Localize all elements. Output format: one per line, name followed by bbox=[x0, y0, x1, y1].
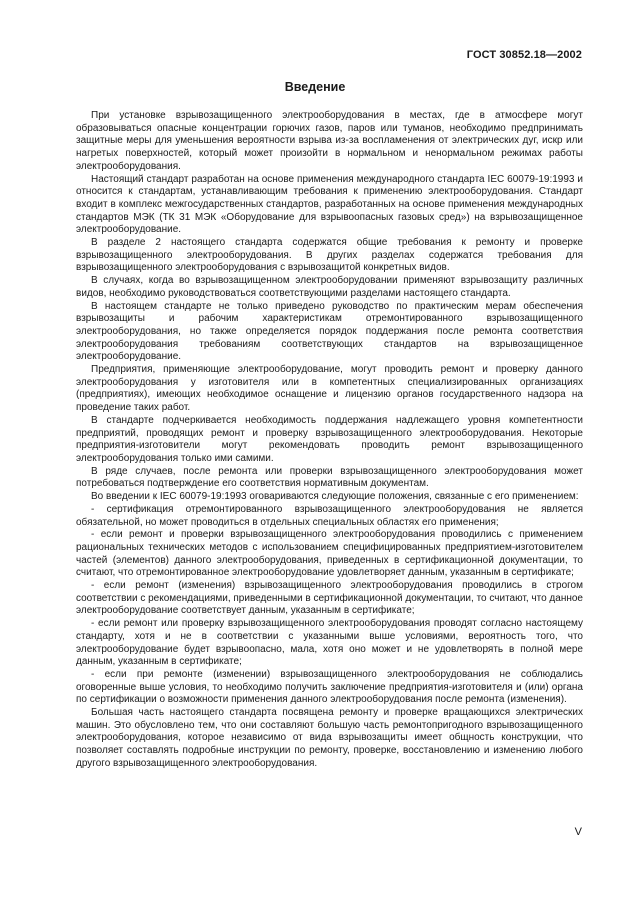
list-item: - если ремонт и проверки взрывозащищенного электрооборудования проводились с применением рациональных технических методов с использованием специфицированных предприятием-изготовителем частей (элементов) данного электрооборудования, приведенных в сертификационной документации, то считают, что отремонтированное электрооборудование удовлетворяет данным, указанным в сертификате; bbox=[76, 529, 583, 579]
list-item: - если ремонт (изменения) взрывозащищенного электрооборудования проводились в строгом соответствии с рекомендациями, приведенными в сертификационной документации, то считают, что данное электрооборудование соответствует данным, указанным в сертификате; bbox=[76, 580, 583, 617]
section-title: Введение bbox=[284, 80, 346, 94]
paragraph: В настоящем стандарте не только приведено руководство по практическим мерам обеспечения взрывозащиты и рабочим характеристикам отремонтированного взрывозащищенного электрооборудования, но также определяется порядок поддержания после ремонта соответствия электрооборудования требованиям соответствующих стандартов на взрывозащищенное электрооборудование. bbox=[76, 300, 583, 363]
paragraph: Большая часть настоящего стандарта посвящена ремонту и проверке вращающихся электрических машин. Это обусловлено тем, что они составляют большую часть ремонтопригодного взрывозащищенного электрооборудования, которое независимо от вида взрывозащиты имеет общность конструкции, что позволяет составлять подробные инструкции по ремонту, проверке, восстановлению и изменению любого другого взрывозащищенного электрооборудования. bbox=[76, 707, 583, 769]
paragraph: Настоящий стандарт разработан на основе применения международного стандарта IEC 60079-19:1993 и относится к стандартам, устанавливающим требования к применению электрооборудования. Стандарт входит в комплекс межгосударственных стандартов, разработанных на основе применения международных стандартов МЭК (ТК 31 МЭК «Оборудование для взрывоопасных газовых сред») на взрывозащищенное электрооборудование. bbox=[76, 173, 583, 236]
paragraph: В случаях, когда во взрывозащищенном электрооборудовании применяют взрывозащиту различных видов, необходимо руководствоваться соответствующими разделами настоящего стандарта. bbox=[76, 275, 583, 299]
list-item: - сертификация отремонтированного взрывозащищенного электрооборудования не является обязательной, но может проводиться в отдельных специальных областях его применения; bbox=[76, 503, 583, 528]
paragraph: При установке взрывозащищенного электрооборудования в местах, где в атмосфере могут образовываться опасные концентрации горючих газов, паров или туманов, необходимо предпринимать защитные меры для уменьшения вероятности взрыва из-за воспламенения от электрических дуг, искр или нагретых поверхностей, который может произойти в нормальном и ненормальном режимах работы электрооборудования. bbox=[76, 110, 583, 172]
paragraph: Во введении к IEC 60079-19:1993 оговариваются следующие положения, связанные с его применением: bbox=[91, 491, 579, 503]
list-item: - если ремонт или проверку взрывозащищенного электрооборудования проводят согласно настоящему стандарту, хотя и не в соответствии с указанными выше условиями, вероятность того, что электрооборудование будет взрывоопасно, мала, хотя оно может и не удовлетворять в полной мере данным, указанным в сертификате; bbox=[76, 618, 583, 668]
paragraph: Предприятия, применяющие электрооборудование, могут проводить ремонт и проверку данного электрооборудования у изготовителя или в компетентных специализированных организациях (предприятиях), имеющих необходимое оснащение и лицензию органов государственного надзора на проведение таких работ. bbox=[76, 364, 583, 414]
paragraph: В разделе 2 настоящего стандарта содержатся общие требования к ремонту и проверке взрывозащищенного электрооборудования. В других разделах содержатся требования для взрывозащищенного электрооборудования с взрывозащитой конкретных видов. bbox=[76, 237, 583, 274]
paragraph: В ряде случаев, после ремонта или проверки взрывозащищенного электрооборудования может потребоваться подтверждение его соответствия нормативным документам. bbox=[76, 465, 583, 490]
document-header: ГОСТ 30852.18—2002 bbox=[466, 49, 582, 61]
paragraph: В стандарте подчеркивается необходимость поддержания надлежащего уровня компетентности предприятий, проводящих ремонт и проверку взрывозащищенного электрооборудования. Некоторые предприятия-изготовители могут рекомендовать проводить ремонт взрывозащищенного электрооборудования только ими самими. bbox=[76, 414, 583, 464]
list-item: - если при ремонте (изменении) взрывозащищенного электрооборудования не соблюдались оговоренные выше условия, то необходимо получить заключение предприятия-изготовителя и (или) органа по сертификации о возможности применения данного электрооборудования после ремонта (изменения). bbox=[76, 668, 583, 706]
page-number: V bbox=[574, 826, 582, 838]
document-body bbox=[76, 110, 583, 771]
